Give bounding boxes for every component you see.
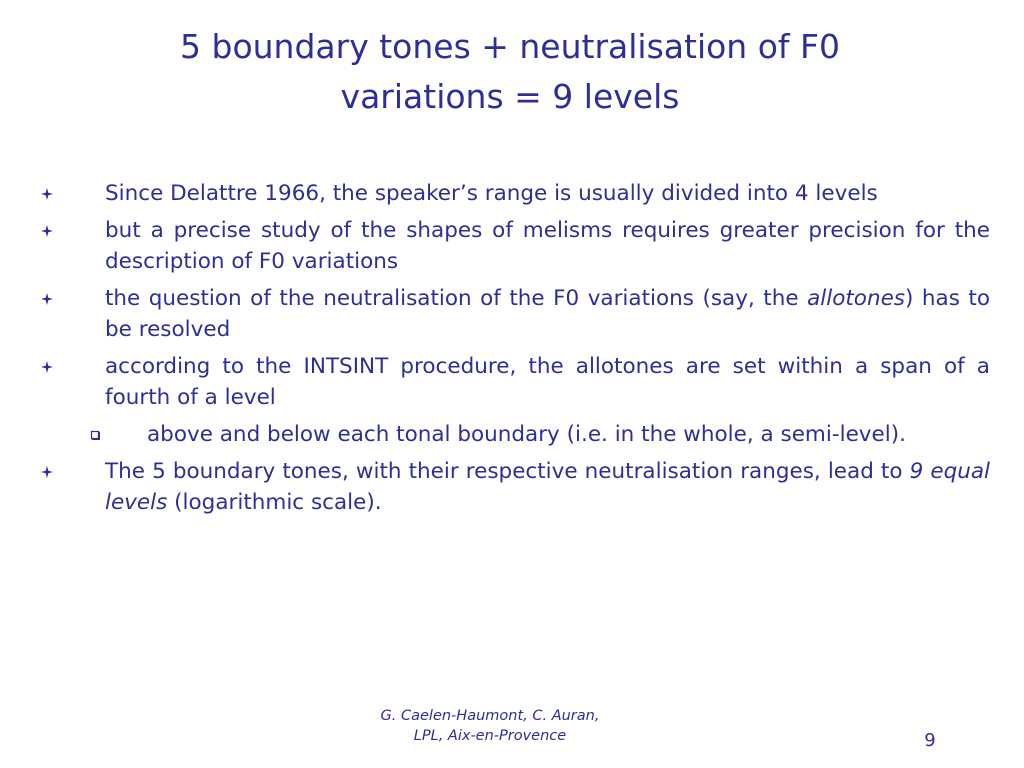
title-line-2: variations = 9 levels	[340, 77, 680, 116]
bullet-text-italic: 9 equal levels	[105, 459, 991, 515]
footer-credit	[300, 706, 680, 746]
bullet-item	[40, 215, 990, 277]
square-bullet-icon	[88, 419, 102, 450]
diamond-bullet-icon	[40, 351, 54, 382]
footer-credit-line-1: G. Caelen-Haumont, C. Auran,	[380, 708, 600, 724]
bullet-text: but a precise study of the shapes of melisms requires greater precision for the description of F0 variations	[105, 218, 990, 274]
bullet-text	[105, 459, 990, 515]
diamond-bullet-icon	[40, 215, 54, 246]
bullet-item	[40, 283, 990, 345]
title-line-1: 5 boundary tones + neutralisation of F0	[180, 27, 840, 66]
diamond-bullet-icon	[40, 283, 54, 314]
footer-credit-line-2: LPL, Aix-en-Provence	[413, 728, 567, 744]
bullet-text: according to the INTSINT procedure, the allotones are set within a span of a fourth of a level	[105, 354, 990, 410]
bullet-item	[40, 351, 990, 413]
page-number: 9	[924, 730, 936, 751]
bullet-item	[40, 456, 990, 518]
bullet-text-italic: allotones	[807, 286, 906, 311]
bullet-text: Since Delattre 1966, the speaker’s range is usually divided into 4 levels	[105, 181, 878, 206]
bullet-text-after: (logarithmic scale).	[167, 490, 382, 515]
bullet-text-before: The 5 boundary tones, with their respective neutralisation ranges, lead to	[105, 459, 910, 484]
bullet-text	[105, 286, 990, 342]
bullet-item	[40, 178, 990, 209]
sub-bullet-item	[40, 419, 990, 450]
bullet-text-before: the question of the neutralisation of the F0 variations (say, the	[105, 286, 808, 311]
slide-title	[60, 22, 960, 122]
bullet-text-after: ) has to be resolved	[105, 286, 990, 342]
diamond-bullet-icon	[40, 456, 54, 487]
bullet-text: above and below each tonal boundary (i.e. in the whole, a semi-level).	[147, 422, 906, 447]
diamond-bullet-icon	[40, 178, 54, 209]
bullet-list	[40, 178, 990, 524]
